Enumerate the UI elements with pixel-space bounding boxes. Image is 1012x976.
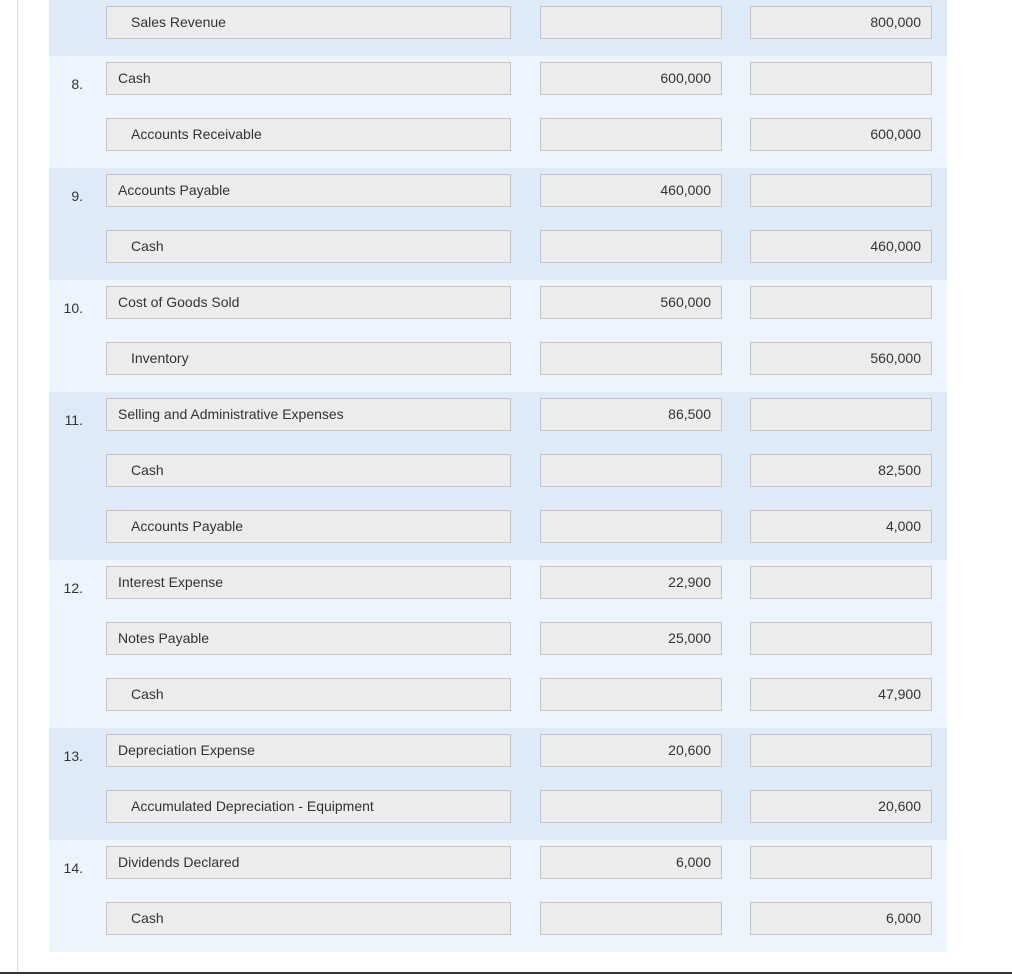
- credit-amount-field[interactable]: 20,600: [750, 790, 932, 823]
- credit-amount-field[interactable]: 6,000: [750, 902, 932, 935]
- account-title-field[interactable]: Accumulated Depreciation - Equipment: [106, 790, 511, 823]
- debit-amount-field[interactable]: [540, 342, 722, 375]
- account-title-field[interactable]: Notes Payable: [106, 622, 511, 655]
- debit-amount-field[interactable]: 22,900: [540, 566, 722, 599]
- entry-number: 14.: [63, 860, 83, 876]
- journal-line: [49, 728, 947, 784]
- journal-line: [49, 168, 947, 224]
- credit-amount-field[interactable]: 4,000: [750, 510, 932, 543]
- account-title-field[interactable]: Dividends Declared: [106, 846, 511, 879]
- journal-entry-12: [49, 560, 947, 728]
- journal-line: [49, 0, 947, 56]
- journal-line: [49, 448, 947, 504]
- account-title-field[interactable]: Sales Revenue: [106, 6, 511, 39]
- journal-line: [49, 840, 947, 896]
- credit-amount-field[interactable]: [750, 286, 932, 319]
- journal-line: [49, 504, 947, 560]
- credit-amount-field[interactable]: [750, 398, 932, 431]
- debit-amount-field[interactable]: [540, 790, 722, 823]
- account-title-field[interactable]: Selling and Administrative Expenses: [106, 398, 511, 431]
- journal-entry-continued: [49, 0, 947, 56]
- debit-amount-field[interactable]: [540, 6, 722, 39]
- credit-amount-field[interactable]: [750, 622, 932, 655]
- debit-amount-field[interactable]: [540, 678, 722, 711]
- account-title-field[interactable]: Cash: [106, 454, 511, 487]
- debit-amount-field[interactable]: 86,500: [540, 398, 722, 431]
- debit-amount-field[interactable]: 25,000: [540, 622, 722, 655]
- debit-amount-field[interactable]: [540, 118, 722, 151]
- entry-number: 8.: [71, 76, 83, 92]
- debit-amount-field[interactable]: [540, 510, 722, 543]
- debit-amount-field[interactable]: 20,600: [540, 734, 722, 767]
- credit-amount-field[interactable]: 800,000: [750, 6, 932, 39]
- account-title-field[interactable]: Depreciation Expense: [106, 734, 511, 767]
- credit-amount-field[interactable]: 600,000: [750, 118, 932, 151]
- account-title-field[interactable]: Accounts Receivable: [106, 118, 511, 151]
- account-title-field[interactable]: Accounts Payable: [106, 510, 511, 543]
- entry-number: 11.: [64, 412, 83, 428]
- journal-entry-13: [49, 728, 947, 840]
- account-title-field[interactable]: Cost of Goods Sold: [106, 286, 511, 319]
- journal-line: [49, 392, 947, 448]
- credit-amount-field[interactable]: 47,900: [750, 678, 932, 711]
- credit-amount-field[interactable]: [750, 174, 932, 207]
- journal-line: [49, 112, 947, 168]
- journal-line: [49, 896, 947, 952]
- entry-number: 12.: [63, 580, 83, 596]
- entry-number: 9.: [71, 188, 83, 204]
- credit-amount-field[interactable]: [750, 846, 932, 879]
- credit-amount-field[interactable]: [750, 734, 932, 767]
- journal-entry-14: [49, 840, 947, 952]
- journal-line: [49, 56, 947, 112]
- credit-amount-field[interactable]: [750, 62, 932, 95]
- credit-amount-field[interactable]: 560,000: [750, 342, 932, 375]
- debit-amount-field[interactable]: 560,000: [540, 286, 722, 319]
- credit-amount-field[interactable]: [750, 566, 932, 599]
- journal-entry-table: [49, 0, 947, 952]
- bottom-border: [0, 972, 1012, 974]
- credit-amount-field[interactable]: 82,500: [750, 454, 932, 487]
- credit-amount-field[interactable]: 460,000: [750, 230, 932, 263]
- account-title-field[interactable]: Interest Expense: [106, 566, 511, 599]
- journal-entry-9: [49, 168, 947, 280]
- journal-line: [49, 280, 947, 336]
- journal-entry-10: [49, 280, 947, 392]
- debit-amount-field[interactable]: 460,000: [540, 174, 722, 207]
- journal-line: [49, 784, 947, 840]
- account-title-field[interactable]: Cash: [106, 902, 511, 935]
- journal-line: [49, 616, 947, 672]
- left-border: [17, 0, 18, 972]
- journal-line: [49, 672, 947, 728]
- journal-line: [49, 560, 947, 616]
- journal-line: [49, 224, 947, 280]
- entry-number: 13.: [63, 748, 83, 764]
- debit-amount-field[interactable]: [540, 454, 722, 487]
- debit-amount-field[interactable]: [540, 902, 722, 935]
- account-title-field[interactable]: Accounts Payable: [106, 174, 511, 207]
- journal-line: [49, 336, 947, 392]
- journal-entry-8: [49, 56, 947, 168]
- entry-number: 10.: [63, 300, 83, 316]
- debit-amount-field[interactable]: 600,000: [540, 62, 722, 95]
- account-title-field[interactable]: Inventory: [106, 342, 511, 375]
- account-title-field[interactable]: Cash: [106, 230, 511, 263]
- journal-entry-11: [49, 392, 947, 560]
- account-title-field[interactable]: Cash: [106, 678, 511, 711]
- debit-amount-field[interactable]: [540, 230, 722, 263]
- debit-amount-field[interactable]: 6,000: [540, 846, 722, 879]
- account-title-field[interactable]: Cash: [106, 62, 511, 95]
